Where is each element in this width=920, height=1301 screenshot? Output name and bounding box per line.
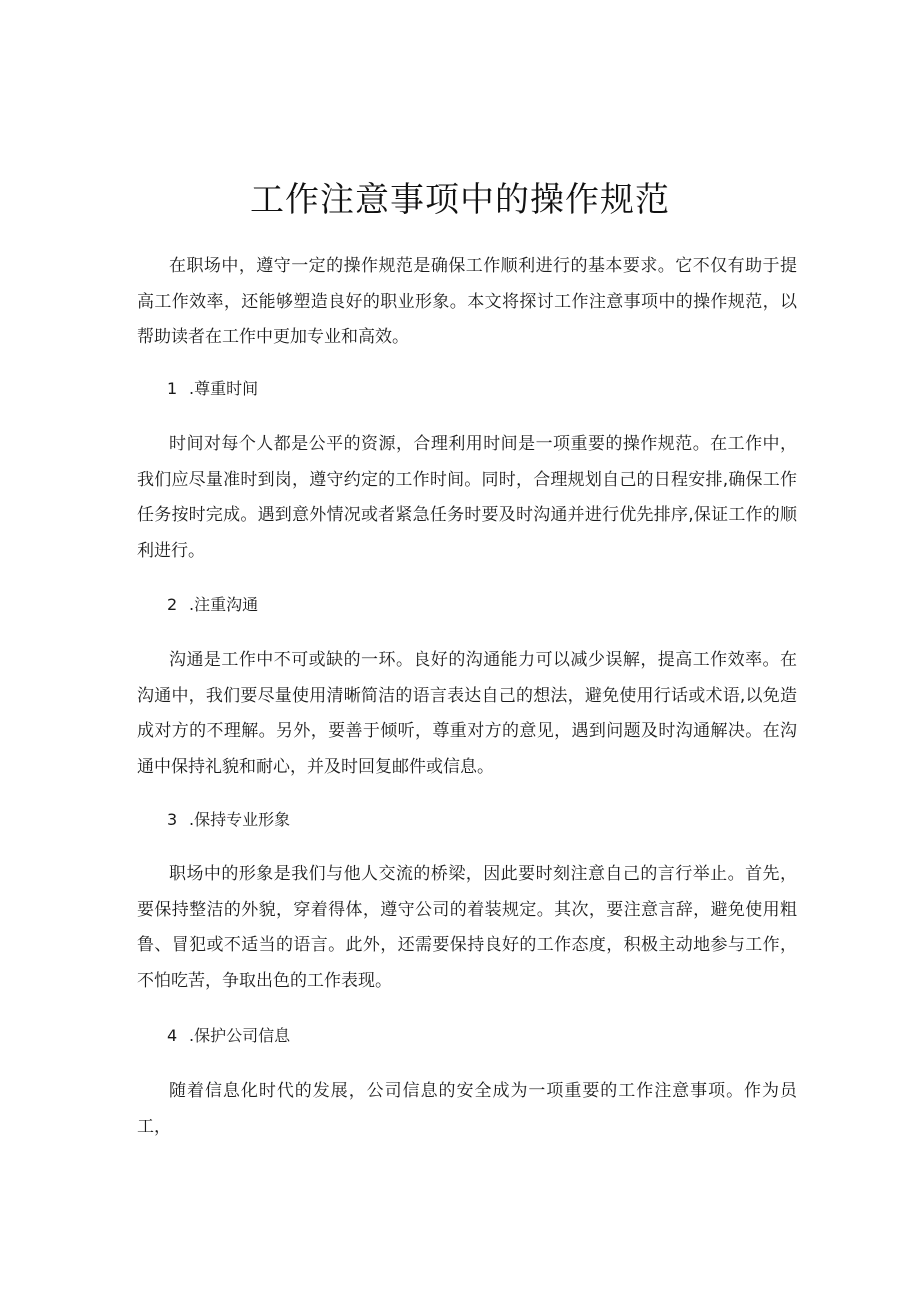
section-title: .尊重时间	[189, 379, 259, 398]
section-number: 1	[167, 379, 178, 398]
section-body-3: 职场中的形象是我们与他人交流的桥梁，因此要时刻注意自己的言行举止。首先，要保持整洁的外貌，穿着得体，遵守公司的着装规定。其次，要注意言辞，避免使用粗鲁、冒犯或不适当的语言。此外，还需要保持良好的工作态度，积极主动地参与工作，不怕吃苦，争取出色的工作表现。	[137, 864, 797, 991]
intro-paragraph: 在职场中，遵守一定的操作规范是确保工作顺利进行的基本要求。它不仅有助于提高工作效率，还能够塑造良好的职业形象。本文将探讨工作注意事项中的操作规范，以帮助读者在工作中更加专业和高效。	[137, 256, 797, 347]
section-title: .保持专业形象	[189, 810, 291, 829]
section-title: .注重沟通	[189, 595, 259, 614]
section-title: .保护公司信息	[189, 1026, 291, 1045]
section-heading-3	[167, 808, 290, 832]
section-number: 3	[167, 810, 178, 829]
section-heading-4	[167, 1024, 290, 1048]
section-number: 2	[167, 595, 178, 614]
page-title: 工作注意事项中的操作规范	[250, 180, 670, 220]
section-heading-1	[167, 377, 258, 401]
section-heading-2	[167, 593, 258, 617]
section-body-1: 时间对每个人都是公平的资源，合理利用时间是一项重要的操作规范。在工作中，我们应尽量准时到岗，遵守约定的工作时间。同时，合理规划自己的日程安排,确保工作任务按时完成。遇到意外情况或者紧急任务时要及时沟通并进行优先排序,保证工作的顺利进行。	[137, 434, 797, 561]
section-number: 4	[167, 1026, 178, 1045]
section-body-4: 随着信息化时代的发展，公司信息的安全成为一项重要的工作注意事项。作为员工，	[137, 1081, 797, 1137]
section-body-2: 沟通是工作中不可或缺的一环。良好的沟通能力可以减少误解，提高工作效率。在沟通中，我们要尽量使用清晰简洁的语言表达自己的想法，避免使用行话或术语,以免造成对方的不理解。另外，要善于倾听，尊重对方的意见，遇到问题及时沟通解决。在沟通中保持礼貌和耐心，并及时回复邮件或信息。	[137, 650, 797, 777]
